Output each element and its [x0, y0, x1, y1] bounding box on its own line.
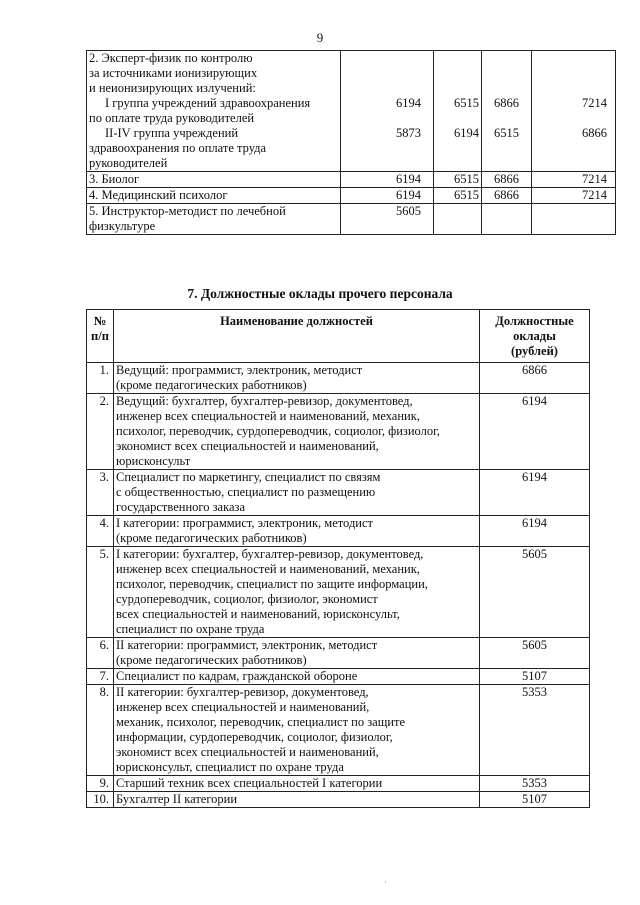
position-cell	[114, 547, 480, 638]
position-line: юрисконсульт	[116, 454, 191, 468]
position-line: инженер всех специальностей и наименований,	[116, 700, 370, 714]
position-line: экономист всех специальностей и наименований,	[116, 439, 379, 453]
page-number: 9	[316, 30, 324, 45]
position-line: II категории: бухгалтер-ревизор, документовед,	[116, 685, 369, 699]
value-cell	[532, 204, 616, 235]
value-cell: 6866	[482, 172, 532, 188]
table-row	[87, 638, 590, 669]
value-cell: 6194	[341, 172, 434, 188]
position-line: 5. Инструктор-методист по лечебной	[89, 204, 286, 218]
position-line: за источниками ионизирующих	[89, 66, 258, 80]
position-line: Бухгалтер II категории	[116, 792, 238, 806]
table-row	[87, 792, 590, 808]
value-cell	[434, 204, 482, 235]
value-cell: 6194	[341, 188, 434, 204]
value: 6515	[494, 126, 519, 140]
value: 7214	[582, 96, 607, 110]
position-line: юрисконсульт, специалист по охране труда	[116, 760, 344, 774]
position-line: инженер всех специальностей и наименований, механик,	[116, 409, 420, 423]
table-row	[87, 188, 616, 204]
position-line: сурдопереводчик, социолог, физиолог, экономист	[116, 592, 378, 606]
salary-value: 5605	[480, 638, 590, 669]
value-cell: 6866	[482, 188, 532, 204]
table-row	[87, 669, 590, 685]
position-line: I категории: бухгалтер, бухгалтер-ревизор, документовед,	[116, 547, 424, 561]
position-line: психолог, переводчик, специалист по защите информации,	[116, 577, 428, 591]
salary-value: 6194	[480, 394, 590, 470]
row-number: 10.	[87, 792, 114, 808]
row-number: 4.	[87, 516, 114, 547]
position-line: Ведущий: бухгалтер, бухгалтер-ревизор, документовед,	[116, 394, 413, 408]
position-line: физкультуре	[89, 219, 156, 233]
position-line: I группа учреждений здравоохранения	[105, 96, 311, 110]
position-line: здравоохранения по оплате труда	[89, 141, 267, 155]
row-number: 2.	[87, 394, 114, 470]
table-row	[87, 470, 590, 516]
column-header-number: № п/п	[87, 310, 114, 363]
value-cell	[482, 204, 532, 235]
position-line: Специалист по кадрам, гражданской обороне	[116, 669, 358, 683]
section-title: 7. Должностные оклады прочего персонала	[187, 286, 453, 301]
value: 6194	[454, 126, 479, 140]
position-cell: 4. Медицинский психолог	[87, 188, 341, 204]
table-row	[87, 776, 590, 792]
position-cell	[114, 792, 480, 808]
position-line: (кроме педагогических работников)	[116, 378, 307, 392]
position-cell	[114, 363, 480, 394]
value-cell	[341, 51, 434, 172]
position-line: по оплате труда руководителей	[89, 111, 255, 125]
salary-value: 5605	[480, 547, 590, 638]
value-cell: 7214	[532, 188, 616, 204]
scan-mark: ·	[384, 878, 387, 887]
row-number: 3.	[87, 470, 114, 516]
salary-value: 5353	[480, 776, 590, 792]
table-row	[87, 394, 590, 470]
value: 6515	[454, 96, 479, 110]
table-row	[87, 172, 616, 188]
salary-table-continued	[86, 50, 616, 235]
table-row	[87, 204, 616, 235]
position-line: Старший техник всех специальностей I категории	[116, 776, 383, 790]
salary-value: 5107	[480, 792, 590, 808]
value-cell: 5605	[341, 204, 434, 235]
position-line: информации, сурдопереводчик, социолог, физиолог,	[116, 730, 393, 744]
position-cell	[114, 776, 480, 792]
row-number: 6.	[87, 638, 114, 669]
position-line: (кроме педагогических работников)	[116, 653, 307, 667]
position-line: экономист всех специальностей и наименований,	[116, 745, 379, 759]
row-number: 7.	[87, 669, 114, 685]
value-cell	[434, 51, 482, 172]
position-line: и неионизирующих излучений:	[89, 81, 256, 95]
value-cell: 6515	[434, 188, 482, 204]
salary-value: 6866	[480, 363, 590, 394]
position-cell	[114, 516, 480, 547]
value-cell	[532, 51, 616, 172]
value: 6194	[396, 96, 421, 110]
value: 6866	[582, 126, 607, 140]
position-line: II-IV группа учреждений	[105, 126, 239, 140]
value-cell: 7214	[532, 172, 616, 188]
value-cell	[482, 51, 532, 172]
value: 6866	[494, 96, 519, 110]
table-row	[87, 51, 616, 172]
position-line: Специалист по маркетингу, специалист по связям	[116, 470, 381, 484]
salary-value: 5353	[480, 685, 590, 776]
position-line: с общественностью, специалист по размещению	[116, 485, 376, 499]
position-line: Ведущий: программист, электроник, методист	[116, 363, 363, 377]
position-line: руководителей	[89, 156, 168, 170]
table-row	[87, 685, 590, 776]
salary-value: 5107	[480, 669, 590, 685]
table-row	[87, 363, 590, 394]
position-cell	[114, 685, 480, 776]
position-line: всех специальностей и наименований, юрисконсульт,	[116, 607, 400, 621]
position-cell	[114, 394, 480, 470]
row-number: 9.	[87, 776, 114, 792]
value: 5873	[396, 126, 421, 140]
table-header-row	[87, 310, 590, 363]
column-header-name: Наименование должностей	[114, 310, 480, 363]
position-line: I категории: программист, электроник, методист	[116, 516, 374, 530]
position-line: специалист по охране труда	[116, 622, 265, 636]
position-line: (кроме педагогических работников)	[116, 531, 307, 545]
position-line: 2. Эксперт-физик по контролю	[89, 51, 253, 65]
salary-value: 6194	[480, 516, 590, 547]
position-line: II категории: программист, электроник, методист	[116, 638, 378, 652]
row-number: 5.	[87, 547, 114, 638]
position-cell	[114, 638, 480, 669]
row-number: 1.	[87, 363, 114, 394]
position-line: механик, психолог, переводчик, специалист по защите	[116, 715, 406, 729]
other-staff-salary-table	[86, 309, 590, 808]
position-cell	[114, 669, 480, 685]
position-cell	[114, 470, 480, 516]
value-cell: 6515	[434, 172, 482, 188]
column-header-salary: Должностные оклады (рублей)	[480, 310, 590, 363]
position-cell	[87, 204, 341, 235]
position-line: государственного заказа	[116, 500, 245, 514]
table-row	[87, 547, 590, 638]
position-line: инженер всех специальностей и наименований, механик,	[116, 562, 420, 576]
position-cell	[87, 51, 341, 172]
row-number: 8.	[87, 685, 114, 776]
position-line: психолог, переводчик, сурдопереводчик, социолог, физиолог,	[116, 424, 440, 438]
salary-value: 6194	[480, 470, 590, 516]
position-cell: 3. Биолог	[87, 172, 341, 188]
table-row	[87, 516, 590, 547]
